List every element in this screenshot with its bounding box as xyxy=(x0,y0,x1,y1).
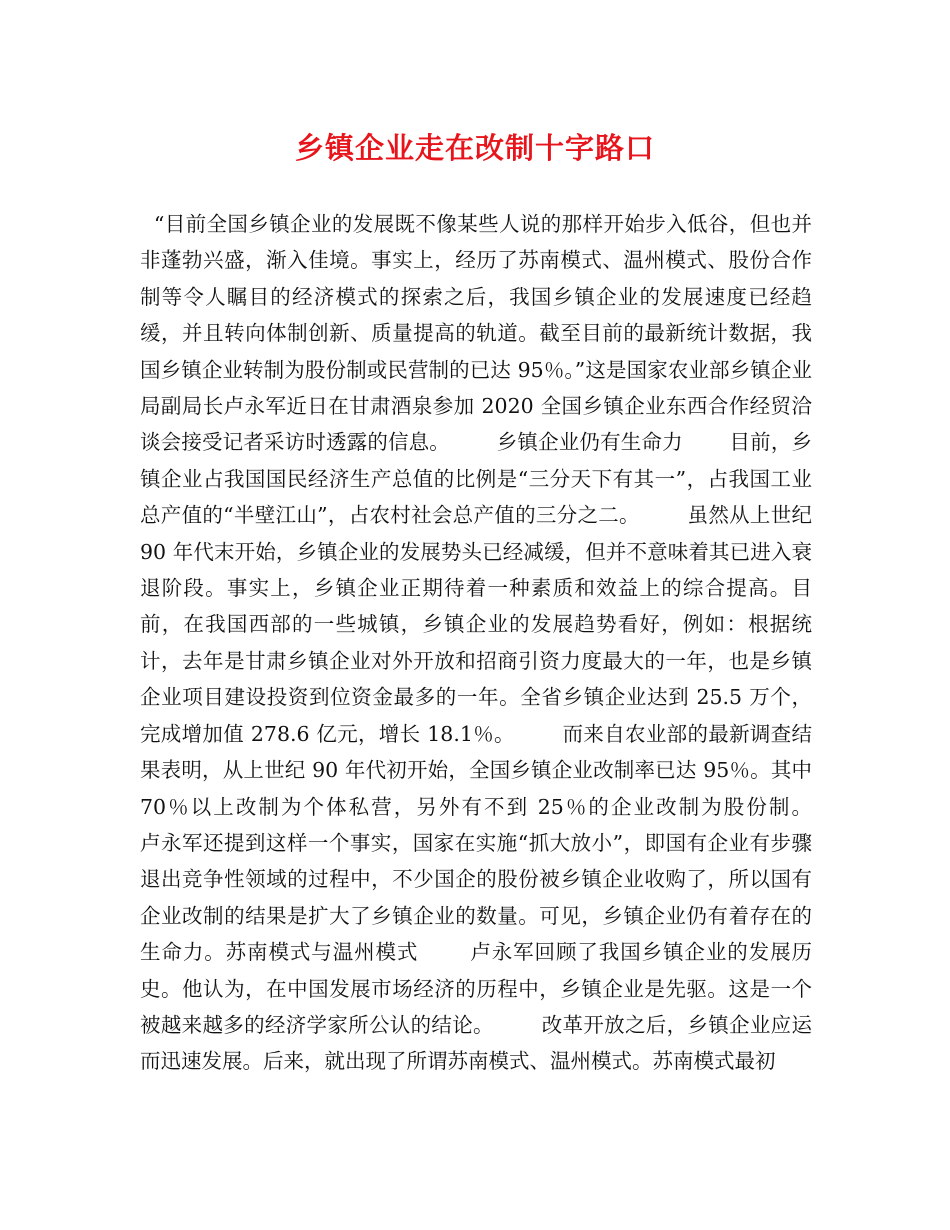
document-body-text: “目前全国乡镇企业的发展既不像某些人说的那样开始步入低谷，但也并非蓬勃兴盛，渐入佳境。事实上，经历了苏南模式、温州模式、股份合作制等令人瞩目的经济模式的探索之后，我国乡镇企业的发展速度已经趋缓，并且转向体制创新、质量提高的轨道。截至目前的最新统计数据，我国乡镇企业转制为股份制或民营制的已达 95％。”这是国家农业部乡镇企业局副局长卢永军近日在甘肃酒泉参加 2020 全国乡镇企业东西合作经贸洽谈会接受记者采访时透露的信息。 乡镇企业仍有生命力 目前，乡镇企业占我国国民经济生产总值的比例是“三分天下有其一”，占我国工业总产值的“半壁江山”，占农村社会总产值的三分之二。 虽然从上世纪 90 年代末开始，乡镇企业的发展势头已经减缓，但并不意味着其已进入衰退阶段。事实上，乡镇企业正期待着一种素质和效益上的综合提高。目前，在我国西部的一些城镇，乡镇企业的发展趋势看好，例如：根据统计，去年是甘肃乡镇企业对外开放和招商引资力度最大的一年，也是乡镇企业项目建设投资到位资金最多的一年。全省乡镇企业达到 25.5 万个，完成增加值 278.6 亿元，增长 18.1％。 而来自农业部的最新调查结果表明，从上世纪 90 年代初开始，全国乡镇企业改制率已达 95％。其中 70％以上改制为个体私营，另外有不到 25％的企业改制为股份制。 卢永军还提到这样一个事实，国家在实施“抓大放小”，即国有企业有步骤退出竞争性领域的过程中，不少国企的股份被乡镇企业收购了，所以国有企业改制的结果是扩大了乡镇企业的数量。可见，乡镇企业仍有着存在的生命力。苏南模式与温州模式 卢永军回顾了我国乡镇企业的发展历史。他认为，在中国发展市场经济的历程中，乡镇企业是先驱。这是一个被越来越多的经济学家所公认的结论。 改革开放之后，乡镇企业应运而迅速发展。后来，就出现了所谓苏南模式、温州模式。苏南模式最初 xyxy=(140,212,858,1074)
document-title: 乡镇企业走在改制十字路口 xyxy=(294,131,655,165)
